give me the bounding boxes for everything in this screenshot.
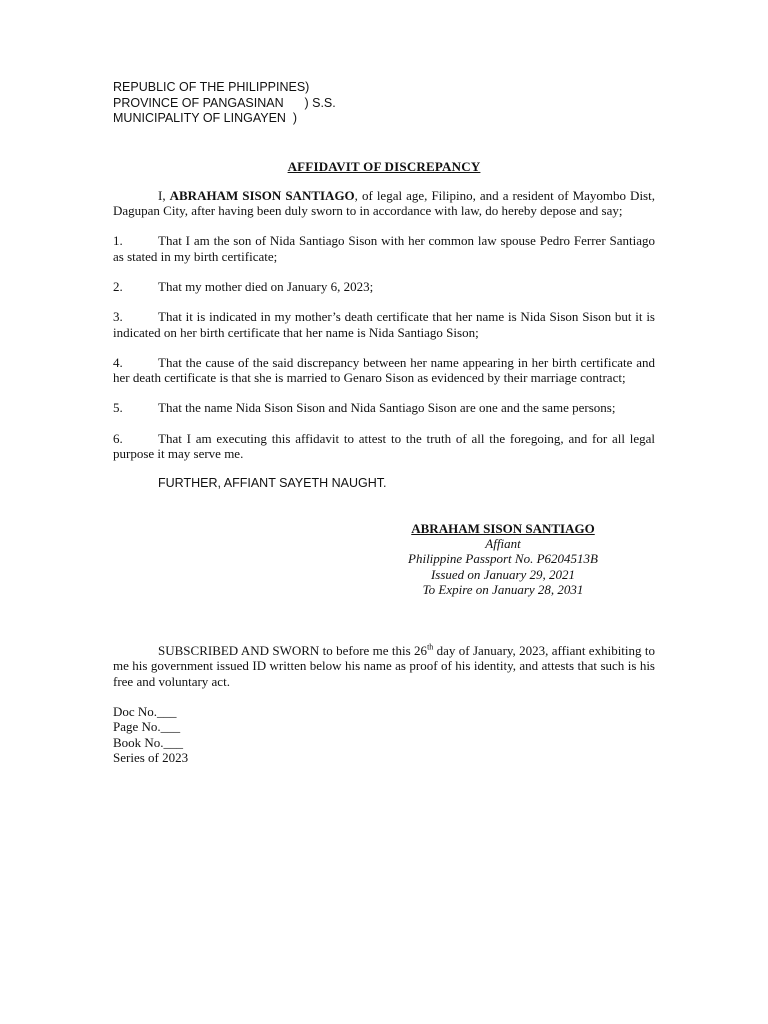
- intro-prefix: I,: [158, 187, 170, 203]
- caption-municipality: MUNICIPALITY OF LINGAYEN ): [113, 111, 298, 125]
- further-statement: FURTHER, AFFIANT SAYETH NAUGHT.: [158, 476, 387, 491]
- statement-item: [113, 355, 655, 386]
- document-title: AFFIDAVIT OF DISCREPANCY: [287, 158, 481, 174]
- jurat-part1: SUBSCRIBED AND SWORN to before me this 26: [158, 643, 428, 659]
- page-number: Page No.___: [113, 719, 181, 735]
- caption-province: PROVINCE OF PANGASINAN ) S.S.: [113, 95, 336, 110]
- item-number: 5.: [113, 400, 123, 416]
- notarial-register: [113, 704, 655, 765]
- passport-number: Philippine Passport No. P6204513B: [408, 551, 598, 567]
- item-text: That I am the son of Nida Santiago Sison with her common law spouse Pedro Ferrer Santiago as stated in my birth certificate;: [113, 233, 655, 264]
- statement-item: [113, 279, 655, 294]
- doc-number: Doc No.___: [113, 704, 177, 720]
- jurat-part2: day of January, 2023, affiant exhibiting to me his government issued ID written below his name as proof of his identity, and attests that such is his free and voluntary act.: [113, 643, 655, 689]
- item-number: 2.: [113, 278, 123, 294]
- jurat-paragraph: [113, 643, 655, 689]
- item-text: That I am executing this affidavit to attest to the truth of all the foregoing, and for all legal purpose it may serve me.: [113, 430, 655, 462]
- intro-paragraph: [113, 188, 655, 219]
- item-text: That the cause of the said discrepancy between her name appearing in her birth certificate and her death certificate is that she is married to Genaro Sison as evidenced by their marriage contract;: [113, 354, 655, 386]
- item-text: That my mother died on January 6, 2023;: [158, 278, 374, 294]
- jurat-ordinal: th: [427, 642, 434, 652]
- affiant-name-intro: ABRAHAM SISON SANTIAGO: [169, 187, 355, 203]
- series-year: Series of 2023: [113, 749, 189, 765]
- affiant-signature-name: ABRAHAM SISON SANTIAGO: [411, 520, 595, 536]
- item-number: 1.: [113, 233, 123, 249]
- affiant-role: Affiant: [485, 535, 521, 551]
- statement-item: [113, 309, 655, 340]
- affidavit-document: [113, 76, 655, 765]
- statement-item: [113, 431, 655, 462]
- intro-text: , of legal age, Filipino, and a resident of Mayombo Dist, Dagupan City, after having been duly sworn to in accordance with law, do hereby depose and say;: [113, 187, 655, 219]
- book-number: Book No.___: [113, 734, 184, 750]
- passport-expiry: To Expire on January 28, 2031: [422, 581, 584, 597]
- caption-republic: REPUBLIC OF THE PHILIPPINES): [113, 80, 310, 94]
- item-text: That it is indicated in my mother’s death certificate that her name is Nida Sison Sison but it is indicated on her birth certificate that her name is Nida Santiago Sison;: [113, 309, 655, 340]
- statement-item: [113, 400, 655, 415]
- signature-block: [368, 521, 638, 597]
- item-number: 4.: [113, 354, 123, 370]
- item-text: That the name Nida Sison Sison and Nida Santiago Sison are one and the same persons;: [158, 400, 616, 416]
- passport-issued: Issued on January 29, 2021: [430, 566, 576, 582]
- item-number: 6.: [113, 430, 123, 446]
- statement-item: [113, 233, 655, 264]
- venue-caption: [113, 80, 655, 127]
- item-number: 3.: [113, 309, 123, 325]
